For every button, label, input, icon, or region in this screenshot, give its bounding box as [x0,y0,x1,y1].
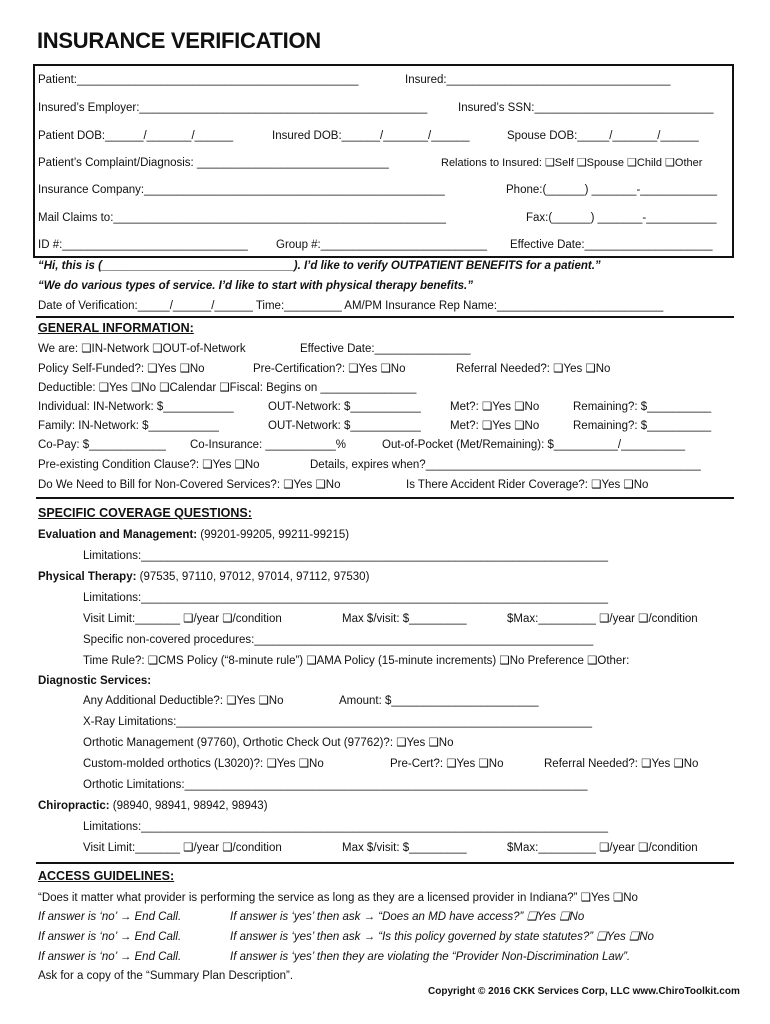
script-services: “We do various types of service. I’d like to start with physical therapy benefits.” [38,280,473,292]
preexisting-checkbox[interactable]: Pre-existing Condition Clause?: ❑Yes ❑No [38,459,260,471]
insurance-company-field[interactable]: Insurance Company:_______________________________________________ [38,184,445,196]
diagnostic-label: Diagnostic Services: [38,675,152,687]
pt-label: Physical Therapy: [38,571,137,583]
pt-codes: (97535, 97110, 97012, 97014, 97112, 97530) [136,571,370,583]
general-info-heading: GENERAL INFORMATION: [38,321,194,335]
out-of-pocket-field[interactable]: Out-of-Pocket (Met/Remaining): $__________/__________ [382,439,686,451]
orthotic-precert-checkbox[interactable]: Pre-Cert?: ❑Yes ❑No [390,758,504,770]
chiro-max-per-visit[interactable]: Max $/visit: $_________ [342,842,467,854]
relations-field[interactable]: Relations to Insured: ❑Self ❑Spouse ❑Child ❑Other [441,157,703,169]
pt-non-covered[interactable]: Specific non-covered procedures:_____________________________________________________ [83,634,594,646]
family-remaining[interactable]: Remaining?: $__________ [573,420,712,432]
patient-field[interactable]: Patient:____________________________________________ [38,74,359,86]
fax-field[interactable]: Fax:(______) _______-___________ [526,212,717,224]
spouse-dob-field[interactable]: Spouse DOB:_____/_______/______ [507,130,699,142]
effective-date-field[interactable]: Effective Date:____________________ [510,239,713,251]
individual-in-network[interactable]: Individual: IN-Network: $___________ [38,401,234,413]
access-end-call: If answer is ‘no’ → End Call. [38,931,182,943]
access-heading: ACCESS GUIDELINES: [38,869,175,883]
access-violation-note: If answer is ‘yes’ then they are violating the “Provider Non-Discrimination Law”. [230,951,631,963]
precert-checkbox[interactable]: Pre-Certification?: ❑Yes ❑No [253,363,406,375]
access-md-question[interactable]: If answer is ‘yes’ then ask → “Does an MD have access?” ❑Yes ❑No [230,911,585,923]
divider [36,497,734,499]
id-field[interactable]: ID #:_____________________________ [38,239,248,251]
individual-out-network[interactable]: OUT-Network: $___________ [268,401,421,413]
deductible-checkbox[interactable]: Deductible: ❑Yes ❑No ❑Calendar ❑Fiscal: Begins on _______________ [38,382,417,394]
chiro-label: Chiropractic: [38,800,110,812]
chiro-section [38,799,268,813]
divider [36,862,734,864]
patient-dob-field[interactable]: Patient DOB:______/_______/______ [38,130,234,142]
accident-rider-checkbox[interactable]: Is There Accident Rider Coverage?: ❑Yes ❑No [406,479,649,491]
insured-dob-field[interactable]: Insured DOB:______/_______/______ [272,130,470,142]
employer-field[interactable]: Insured’s Employer:_____________________________________________ [38,102,428,114]
orthotic-limitations[interactable]: Orthotic Limitations:_______________________________________________________________ [83,779,588,791]
pt-max[interactable]: $Max:_________ ❑/year ❑/condition [507,613,698,625]
orthotic-mgmt-checkbox[interactable]: Orthotic Management (97760), Orthotic Check Out (97762)?: ❑Yes ❑No [83,737,454,749]
family-met-checkbox[interactable]: Met?: ❑Yes ❑No [450,420,540,432]
phone-field[interactable]: Phone:(______) _______-____________ [506,184,718,196]
access-end-call: If answer is ‘no’ → End Call. [38,951,182,963]
general-effective-date[interactable]: Effective Date:_______________ [300,343,471,355]
self-funded-checkbox[interactable]: Policy Self-Funded?: ❑Yes ❑No [38,363,205,375]
group-field[interactable]: Group #:__________________________ [276,239,488,251]
family-out-network[interactable]: OUT-Network: $___________ [268,420,421,432]
em-codes: (99201-99205, 99211-99215) [197,529,350,541]
network-checkbox[interactable]: We are: ❑IN-Network ❑OUT-of-Network [38,343,246,355]
chiro-visit-limit[interactable]: Visit Limit:_______ ❑/year ❑/condition [83,842,282,854]
chiro-codes: (98940, 98941, 98942, 98943) [109,800,268,812]
copay-field[interactable]: Co-Pay: $____________ [38,439,166,451]
coverage-heading: SPECIFIC COVERAGE QUESTIONS: [38,506,252,520]
access-end-call: If answer is ‘no’ → End Call. [38,911,182,923]
individual-remaining[interactable]: Remaining?: $__________ [573,401,712,413]
copyright: Copyright © 2016 CKK Services Corp, LLC www.ChiroToolkit.com [428,986,740,997]
xray-limitations[interactable]: X-Ray Limitations:_________________________________________________________________ [83,716,593,728]
pt-visit-limit[interactable]: Visit Limit:_______ ❑/year ❑/condition [83,613,282,625]
coinsurance-field[interactable]: Co-Insurance: ___________% [190,439,347,451]
pt-max-per-visit[interactable]: Max $/visit: $_________ [342,613,467,625]
complaint-field[interactable]: Patient’s Complaint/Diagnosis: ______________________________ [38,157,389,169]
non-covered-checkbox[interactable]: Do We Need to Bill for Non-Covered Services?: ❑Yes ❑No [38,479,341,491]
mail-claims-field[interactable]: Mail Claims to:____________________________________________________ [38,212,446,224]
access-question-provider[interactable]: “Does it matter what provider is performing the service as long as they are a licensed provider in Indiana?” ❑Yes ❑No [38,892,638,904]
chiro-max[interactable]: $Max:_________ ❑/year ❑/condition [507,842,698,854]
diag-deductible-checkbox[interactable]: Any Additional Deductible?: ❑Yes ❑No [83,695,284,707]
referral-checkbox[interactable]: Referral Needed?: ❑Yes ❑No [456,363,611,375]
ssn-field[interactable]: Insured’s SSN:____________________________ [458,102,714,114]
pt-limitations[interactable]: Limitations:_________________________________________________________________________ [83,592,609,604]
family-in-network[interactable]: Family: IN-Network: $___________ [38,420,219,432]
time-rule-checkbox[interactable]: Time Rule?: ❑CMS Policy (“8-minute rule”) ❑AMA Policy (15-minute increments) ❑No Preference ❑Other: [83,655,630,667]
chiro-limitations[interactable]: Limitations:_________________________________________________________________________ [83,821,609,833]
summary-plan-note: Ask for a copy of the “Summary Plan Description”. [38,970,294,982]
diag-amount[interactable]: Amount: $_______________________ [339,695,539,707]
orthotic-referral-checkbox[interactable]: Referral Needed?: ❑Yes ❑No [544,758,699,770]
preexisting-details[interactable]: Details, expires when?___________________________________________ [310,459,701,471]
divider [36,316,734,318]
pt-section [38,570,369,584]
verification-line[interactable]: Date of Verification:_____/______/______ Time:_________ AM/PM Insurance Rep Name:__________________________ [38,300,664,312]
insured-field[interactable]: Insured:___________________________________ [405,74,671,86]
page-title: INSURANCE VERIFICATION [37,28,321,53]
em-section [38,528,349,542]
em-limitations[interactable]: Limitations:_________________________________________________________________________ [83,550,609,562]
em-label: Evaluation and Management: [38,529,198,541]
individual-met-checkbox[interactable]: Met?: ❑Yes ❑No [450,401,540,413]
access-statute-question[interactable]: If answer is ‘yes’ then ask → “Is this policy governed by state statutes?” ❑Yes ❑No [230,931,654,943]
custom-orthotics-checkbox[interactable]: Custom-molded orthotics (L3020)?: ❑Yes ❑No [83,758,324,770]
script-greeting: “Hi, this is (______________________________). I’d like to verify OUTPATIENT BENEFITS for a patient.” [38,260,601,272]
